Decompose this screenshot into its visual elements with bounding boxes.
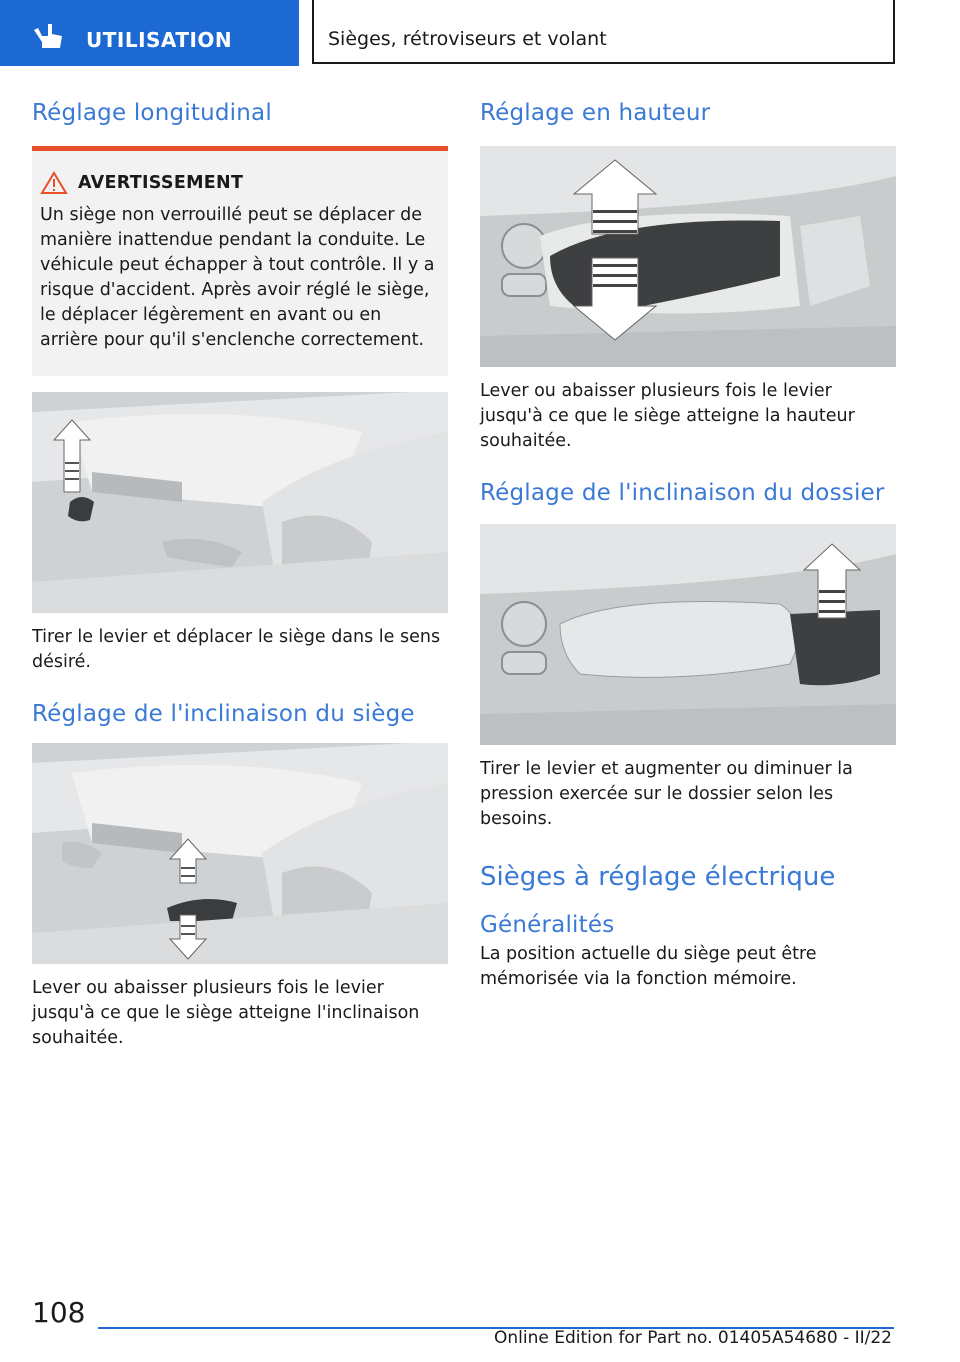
warning-text: Un siège non verrouillé peut se déplacer de manière inattendue pendant la conduite. Le véhicule peut échapper à tout contrôle. Il y a risque d'accident. Après avoir réglé le siège, le déplacer légèrement en avant ou en arrière pour qu'il s'enclenche correctement. xyxy=(40,205,435,350)
heading-backrest: Réglage de l'inclinaison du dossier xyxy=(480,480,885,506)
heading-height: Réglage en hauteur xyxy=(480,100,711,126)
heading-electric-seats: Sièges à réglage électrique xyxy=(480,862,836,892)
hand-pointer-icon xyxy=(30,22,66,50)
seat-longitudinal-figure xyxy=(32,392,448,613)
left-column xyxy=(32,96,448,1051)
warning-box xyxy=(32,146,448,376)
header-section-tab xyxy=(0,0,299,66)
seat-height-figure xyxy=(480,146,896,367)
heading-tilt: Réglage de l'inclinaison du siège xyxy=(32,701,415,727)
heading-general: Généralités xyxy=(480,912,615,938)
chapter-header xyxy=(312,0,895,64)
backrest-figure xyxy=(480,524,896,745)
right-column xyxy=(480,96,896,992)
warning-triangle-icon xyxy=(40,171,68,195)
caption-longitudinal: Tirer le levier et déplacer le siège dans le sens désiré. xyxy=(32,627,441,672)
caption-height: Lever ou abaisser plusieurs fois le levier jusqu'à ce que le siège atteigne la hauteur souhaitée. xyxy=(480,381,855,451)
section-title: UTILISATION xyxy=(86,28,233,52)
text-general: La position actuelle du siège peut être mémorisée via la fonction mémoire. xyxy=(480,944,817,989)
caption-backrest: Tirer le levier et augmenter ou diminuer la pression exercée sur le dossier selon les besoins. xyxy=(480,759,853,829)
footer-edition: Online Edition for Part no. 01405A54680 - II/22 xyxy=(493,1328,892,1348)
chapter-title: Sièges, rétroviseurs et volant xyxy=(328,28,607,50)
seat-tilt-figure xyxy=(32,743,448,964)
heading-longitudinal: Réglage longitudinal xyxy=(32,100,272,126)
page-number: 108 xyxy=(32,1296,86,1329)
warning-title: AVERTISSEMENT xyxy=(78,173,244,193)
caption-tilt: Lever ou abaisser plusieurs fois le levier jusqu'à ce que le siège atteigne l'inclinaison souhaitée. xyxy=(32,978,420,1048)
